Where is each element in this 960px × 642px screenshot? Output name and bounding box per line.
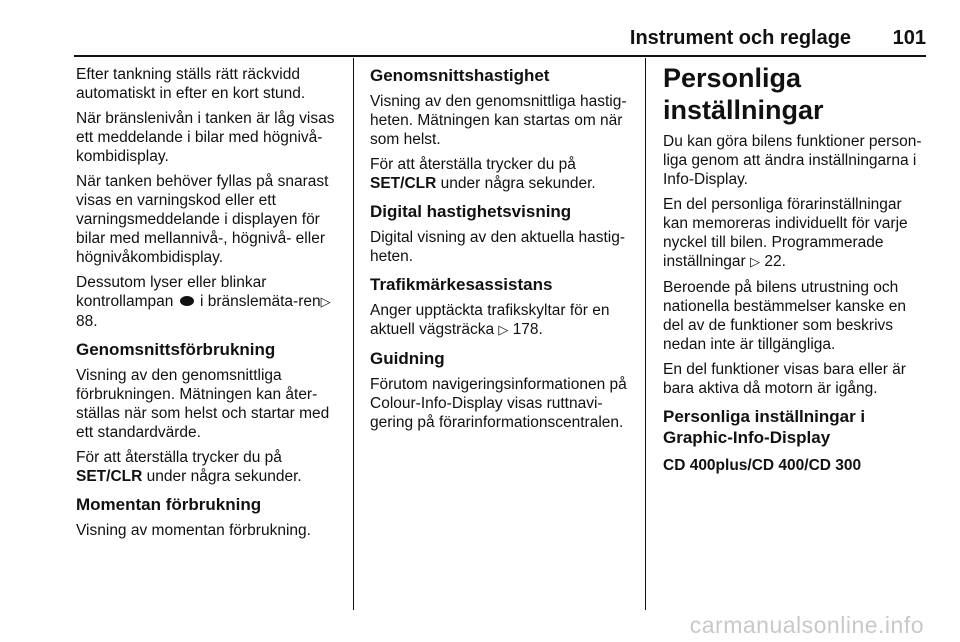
paragraph: En del funktioner visas bara eller är bara aktiva då motorn är igång.: [663, 361, 906, 397]
fuel-lamp-icon: [180, 296, 194, 306]
column-divider-2: [645, 58, 646, 610]
watermark: carmanualsonline.info: [689, 612, 924, 638]
paragraph: Förutom navigeringsinformationen på Colour-Info-Display visas ruttnavi-gering på förarinformationscentralen.: [370, 376, 627, 431]
reference-arrow-icon: ▷: [750, 255, 761, 270]
page-title: Instrument och reglage: [629, 27, 852, 49]
paragraph: När tanken behöver fyllas på snarast visas en varningskod eller ett varningsmeddelande i displayen för bilar med mellannivå-, högnivå- eller högnivåkombidisplay.: [76, 173, 329, 266]
text: En del personliga förarinställningar kan memoreras individuellt för varje nyckel till bilen. Programmerade inställningar: [663, 196, 908, 270]
paragraph: Digital visning av den aktuella hastig-heten.: [370, 229, 626, 265]
section-heading: Momentan förbrukning: [76, 495, 262, 514]
section-heading: Trafikmärkesassistans: [370, 275, 553, 294]
section-heading: Personliga inställningar i Graphic-Info-Display: [663, 407, 866, 447]
paragraph: Visning av momentan förbrukning.: [76, 522, 311, 539]
column-3: [663, 65, 929, 481]
column-divider-1: [353, 58, 354, 610]
key-label: SET/CLR: [76, 468, 143, 485]
paragraph: [663, 195, 929, 272]
section-heading: Genomsnittsförbrukning: [76, 340, 276, 359]
paragraph: När bränslenivån i tanken är låg visas ett meddelande i bilar med högnivå-kombidisplay.: [76, 110, 335, 165]
paragraph: [370, 301, 636, 340]
paragraph: Du kan göra bilens funktioner person-liga genom att ändra inställningarna i Info-Display.: [663, 133, 922, 188]
text: För att återställa trycker du på: [370, 156, 576, 173]
column-1: [76, 65, 344, 546]
page-number: 101: [892, 27, 926, 49]
section-heading: Guidning: [370, 349, 445, 368]
paragraph: Visning av den genomsnittliga förbrukningen. Mätningen kan åter-ställas när som helst och startar med ett standardvärde.: [76, 367, 330, 441]
page-reference: 22.: [764, 253, 786, 270]
paragraph: [76, 273, 344, 331]
paragraph: Beroende på bilens utrustning och nationella bestämmelser kanske en del av de funktioner som beskrivs nedan inte är tillgängliga.: [663, 279, 906, 353]
column-2: [370, 65, 636, 438]
section-heading: Genomsnittshastighet: [370, 66, 550, 85]
text: under några sekunder.: [146, 468, 302, 485]
reference-arrow-icon: ▷: [320, 295, 331, 310]
text: För att återställa trycker du på: [76, 449, 282, 466]
text: Dessutom lyser eller blinkar kontrollampan: [76, 274, 267, 310]
text: Anger upptäckta trafikskyltar för en aktuell vägsträcka: [370, 302, 610, 338]
section-heading: Digital hastighetsvisning: [370, 202, 572, 221]
subsection-heading: CD 400plus/CD 400/CD 300: [663, 457, 862, 474]
page-header: [0, 26, 926, 50]
header-rule: [74, 55, 926, 57]
page-reference: 88.: [76, 313, 98, 330]
paragraph: [76, 448, 344, 486]
paragraph: [370, 155, 636, 193]
chapter-heading: Personliga inställningar: [663, 63, 824, 125]
paragraph: Visning av den genomsnittliga hastig-heten. Mätningen kan startas om när som helst.: [370, 93, 627, 148]
paragraph: Efter tankning ställs rätt räckvidd automatiskt in efter en kort stund.: [76, 66, 306, 102]
text: i bränslemäta-ren: [199, 293, 321, 310]
page-reference: 178.: [512, 321, 543, 338]
reference-arrow-icon: ▷: [498, 323, 509, 338]
key-label: SET/CLR: [370, 175, 437, 192]
text: under några sekunder.: [440, 175, 596, 192]
